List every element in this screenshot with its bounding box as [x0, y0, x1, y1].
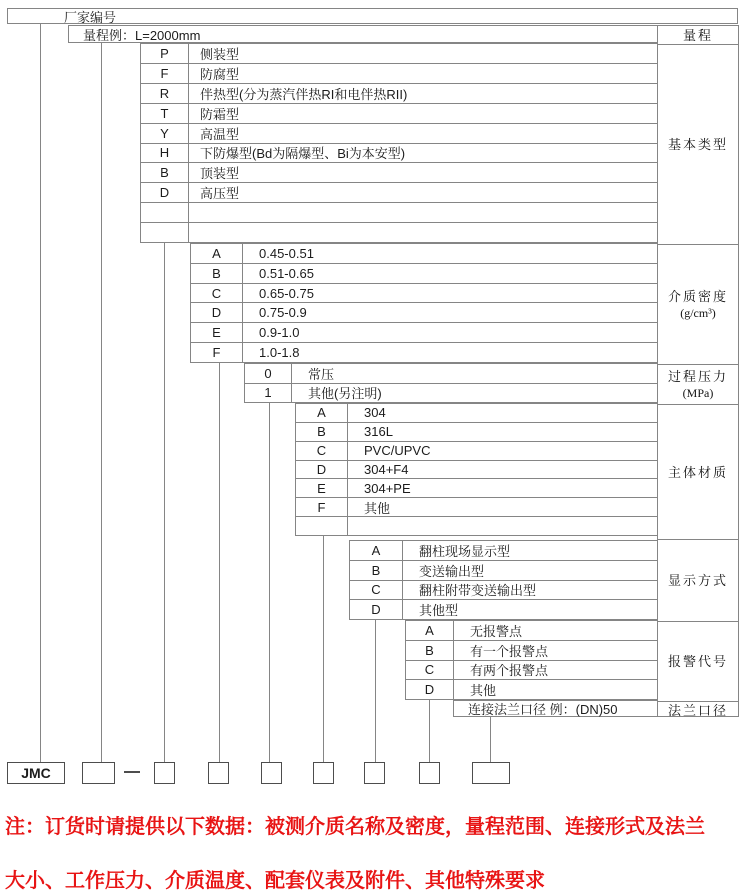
code-cell: D — [191, 303, 243, 322]
desc-cell: 其他(另注明) — [308, 386, 382, 402]
body-material-table — [295, 403, 658, 536]
desc-cell: 其他 — [470, 683, 497, 699]
desc-cell: 304 — [364, 405, 386, 421]
desc-cell — [189, 203, 657, 222]
code-cell: R — [141, 84, 189, 103]
desc-cell: 0.65-0.75 — [259, 285, 314, 301]
range-example-text: 量程例：L=2000mm — [83, 27, 201, 43]
code-cell: B — [141, 163, 189, 182]
table-row — [141, 143, 657, 163]
code-cell: A — [350, 541, 403, 560]
table-row — [191, 302, 657, 322]
alarm-code-table — [405, 620, 658, 700]
desc-cell: 有两个报警点 — [470, 663, 549, 679]
manufacturer-code-label: 厂家编号 — [64, 9, 117, 25]
code-cell: H — [141, 144, 189, 163]
code-box-alarm — [419, 762, 440, 784]
desc-cell: 高压型 — [200, 186, 240, 202]
code-cell: 1 — [245, 384, 292, 403]
code-cell: D — [350, 600, 403, 619]
code-dash — [124, 771, 140, 773]
code-cell: B — [296, 423, 348, 441]
code-cell: A — [406, 621, 454, 640]
code-cell: C — [191, 284, 243, 303]
desc-cell: 翻柱现场显示型 — [419, 543, 511, 559]
code-cell: E — [191, 323, 243, 342]
section-label-column — [657, 25, 739, 717]
code-cell: C — [350, 581, 403, 600]
section-label-range: 量程 — [682, 27, 713, 43]
table-row — [245, 383, 657, 403]
table-row — [141, 103, 657, 123]
code-box-basic-type — [154, 762, 175, 784]
order-note — [5, 787, 747, 895]
connector-line-manufacturer — [40, 24, 41, 762]
code-cell: F — [191, 343, 243, 362]
process-pressure-table — [244, 363, 658, 403]
table-row — [141, 182, 657, 202]
code-box-density — [208, 762, 229, 784]
code-box-pressure — [261, 762, 282, 784]
connector-line-alarm — [429, 700, 430, 762]
desc-cell — [189, 223, 657, 242]
table-row — [141, 162, 657, 182]
table-row — [296, 422, 657, 441]
table-row — [350, 541, 657, 560]
table-row — [296, 497, 657, 516]
code-cell: P — [141, 44, 189, 63]
code-cell: B — [191, 264, 243, 283]
code-cell: E — [296, 479, 348, 497]
code-cell: T — [141, 104, 189, 123]
desc-cell: 变送输出型 — [419, 563, 485, 579]
code-cell — [141, 223, 189, 242]
connector-line-flange — [490, 717, 491, 762]
desc-cell: 0.51-0.65 — [259, 265, 314, 281]
section-label-material: 主体材质 — [658, 404, 738, 539]
desc-cell: 连接法兰口径 例：(DN)50 — [468, 702, 618, 717]
connector-line-display — [375, 620, 376, 762]
code-cell: F — [141, 64, 189, 83]
order-note-line2: 大小、工作压力、介质温度、配套仪表及附件、其他特殊要求 — [5, 870, 545, 892]
flange-size-row — [453, 700, 658, 717]
table-row — [141, 123, 657, 143]
table-row — [296, 478, 657, 497]
order-note-line1: 注：订货时请提供以下数据：被测介质名称及密度，量程范围、连接形式及法兰 — [5, 816, 705, 838]
desc-cell: 侧装型 — [200, 46, 240, 62]
desc-cell — [348, 517, 657, 535]
manufacturer-code-row — [7, 8, 738, 24]
section-label-density: 介质密度 (g/cm³) — [658, 244, 738, 364]
table-row — [191, 322, 657, 342]
connector-line-range — [101, 43, 102, 762]
table-row — [454, 701, 657, 716]
desc-cell: 1.0-1.8 — [259, 345, 300, 361]
table-row — [191, 342, 657, 362]
connector-line-density — [219, 363, 220, 762]
code-cell: B — [350, 561, 403, 580]
code-box-range — [82, 762, 115, 784]
desc-cell: 0.75-0.9 — [259, 305, 307, 321]
section-label-alarm: 报警代号 — [658, 621, 738, 701]
desc-cell: 翻柱附带变送输出型 — [419, 583, 537, 599]
table-row — [350, 599, 657, 619]
code-box-material — [313, 762, 334, 784]
code-cell: F — [296, 498, 348, 516]
desc-cell: 304+PE — [364, 480, 411, 496]
desc-cell: 伴热型(分为蒸汽伴热RI和电伴热RII) — [200, 86, 408, 102]
connector-line-basic-type — [164, 243, 165, 762]
table-row — [350, 580, 657, 600]
code-box-display — [364, 762, 385, 784]
table-row — [191, 283, 657, 303]
desc-cell: 316L — [364, 424, 393, 440]
section-label-basic-type: 基本类型 — [658, 44, 738, 244]
code-cell — [141, 203, 189, 222]
table-row-empty — [296, 516, 657, 535]
section-label-display: 显示方式 — [658, 539, 738, 621]
desc-cell: 有一个报警点 — [470, 643, 549, 659]
desc-cell: 无报警点 — [470, 623, 523, 639]
table-row — [245, 364, 657, 383]
code-cell: C — [296, 442, 348, 460]
connector-line-material — [323, 536, 324, 762]
connector-line-pressure — [269, 403, 270, 762]
desc-cell: 0.9-1.0 — [259, 325, 300, 341]
medium-density-table — [190, 243, 658, 363]
desc-cell: 顶装型 — [200, 166, 240, 182]
code-cell: C — [406, 661, 454, 680]
code-cell — [296, 517, 348, 535]
table-row — [350, 560, 657, 580]
table-row — [296, 404, 657, 422]
section-label-pressure: 过程压力 (MPa) — [658, 364, 738, 404]
model-code-text: JMC — [21, 765, 51, 781]
table-row — [406, 679, 657, 699]
desc-cell: 304+F4 — [364, 462, 409, 477]
section-label-flange: 法兰口径 — [658, 701, 738, 719]
table-row — [141, 63, 657, 83]
code-cell: Y — [141, 124, 189, 143]
table-row — [191, 244, 657, 263]
desc-cell: 高温型 — [200, 126, 240, 142]
desc-cell: 下防爆型(Bd为隔爆型、Bi为本安型) — [200, 146, 406, 162]
table-row-empty — [141, 202, 657, 222]
code-cell: 0 — [245, 364, 292, 383]
table-row — [141, 83, 657, 103]
code-cell: D — [141, 183, 189, 202]
code-cell: A — [296, 404, 348, 422]
desc-cell: 防腐型 — [200, 66, 240, 82]
table-row — [296, 441, 657, 460]
basic-type-table — [140, 43, 658, 243]
desc-cell: 常压 — [308, 366, 335, 382]
desc-cell: PVC/UPVC — [364, 443, 431, 459]
range-example-row — [68, 25, 658, 43]
desc-cell: 其他型 — [419, 603, 459, 619]
table-row-empty — [141, 222, 657, 242]
table-row — [406, 640, 657, 660]
table-row — [141, 44, 657, 63]
code-cell: A — [191, 244, 243, 263]
table-row — [406, 621, 657, 640]
code-cell: D — [296, 461, 348, 479]
display-mode-table — [349, 540, 658, 620]
code-box-flange — [472, 762, 510, 784]
code-cell: D — [406, 680, 454, 699]
table-row — [406, 660, 657, 680]
desc-cell: 防霜型 — [200, 106, 240, 122]
table-row — [191, 263, 657, 283]
code-cell: B — [406, 641, 454, 660]
desc-cell: 其他 — [364, 500, 391, 516]
table-row — [296, 460, 657, 479]
model-code-box — [7, 762, 65, 784]
desc-cell: 0.45-0.51 — [259, 245, 314, 261]
